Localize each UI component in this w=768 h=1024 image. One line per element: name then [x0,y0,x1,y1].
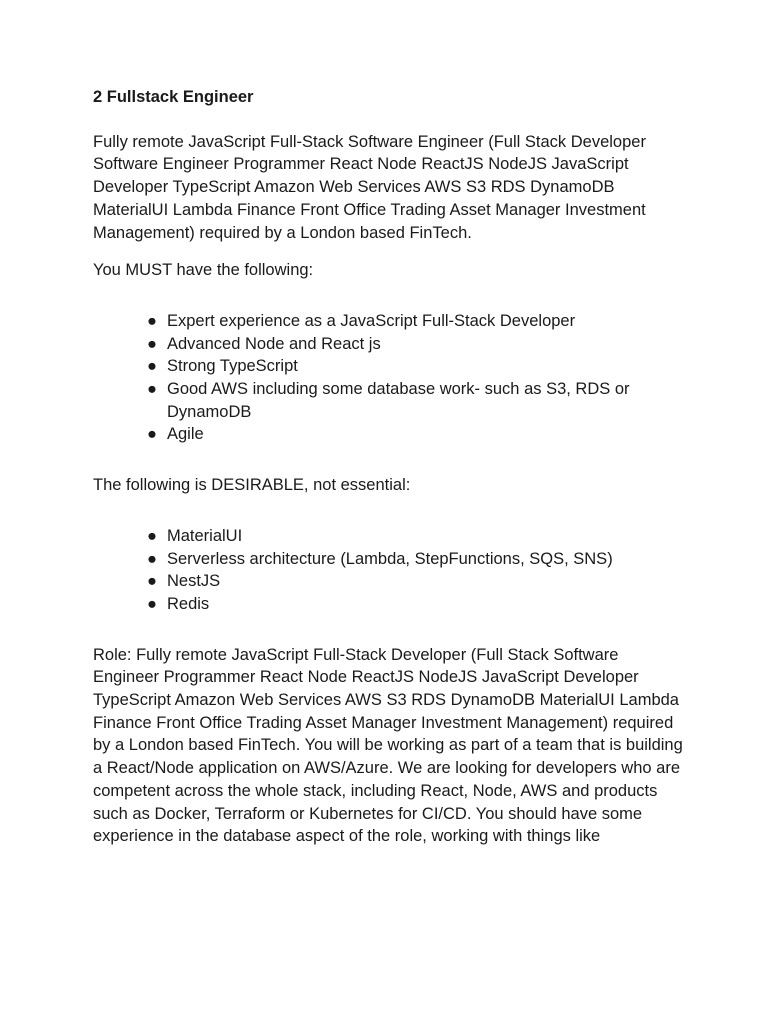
desirable-list [93,525,683,616]
list-item: ● Advanced Node and React js [167,333,683,356]
list-item: ● Serverless architecture (Lambda, StepFunctions, SQS, SNS) [167,548,683,571]
list-item: ● MaterialUI [167,525,683,548]
list-item: ● Good AWS including some database work- such as S3, RDS or DynamoDB [167,378,683,423]
bullet-icon: ● [147,594,157,613]
bullet-icon: ● [147,549,157,568]
list-item: ● NestJS [167,570,683,593]
list-item: ● Redis [167,593,683,616]
bullet-icon: ● [147,526,157,545]
bullet-icon: ● [147,334,157,353]
bullet-icon: ● [147,572,157,591]
must-have-heading: You MUST have the following: [93,261,314,280]
bullet-icon: ● [147,425,157,444]
must-have-list [93,310,683,446]
document-title: 2 Fullstack Engineer [93,88,254,106]
list-item: ● Agile [167,423,683,446]
list-item: ● Strong TypeScript [167,355,683,378]
bullet-icon: ● [147,380,157,399]
intro-paragraph: Fully remote JavaScript Full-Stack Software Engineer (Full Stack Developer Software Engineer Programmer React Node ReactJS NodeJS JavaScript Developer TypeScript Amazon Web Services AWS S3 RDS DynamoDB MaterialUI Lambda Finance Front Office Trading Asset Manager Investment Management) required by a London based FinTech. [93,132,646,242]
role-paragraph: Role: Fully remote JavaScript Full-Stack Developer (Full Stack Software Engineer Programmer React Node ReactJS NodeJS JavaScript Developer TypeScript Amazon Web Services AWS S3 RDS DynamoDB MaterialUI Lambda Finance Front Office Trading Asset Manager Investment Management) required by a London based FinTech. You will be working as part of a team that is building a React/Node application on AWS/Azure. We are looking for developers who are competent across the whole stack, including React, Node, AWS and products such as Docker, Terraform or Kubernetes for CI/CD. You should have some experience in the database aspect of the role, working with things like [93,645,683,846]
bullet-icon: ● [147,357,157,376]
document-content [93,86,683,848]
bullet-icon: ● [147,311,157,330]
list-item: ● Expert experience as a JavaScript Full-Stack Developer [167,310,683,333]
desirable-heading: The following is DESIRABLE, not essential: [93,476,411,495]
